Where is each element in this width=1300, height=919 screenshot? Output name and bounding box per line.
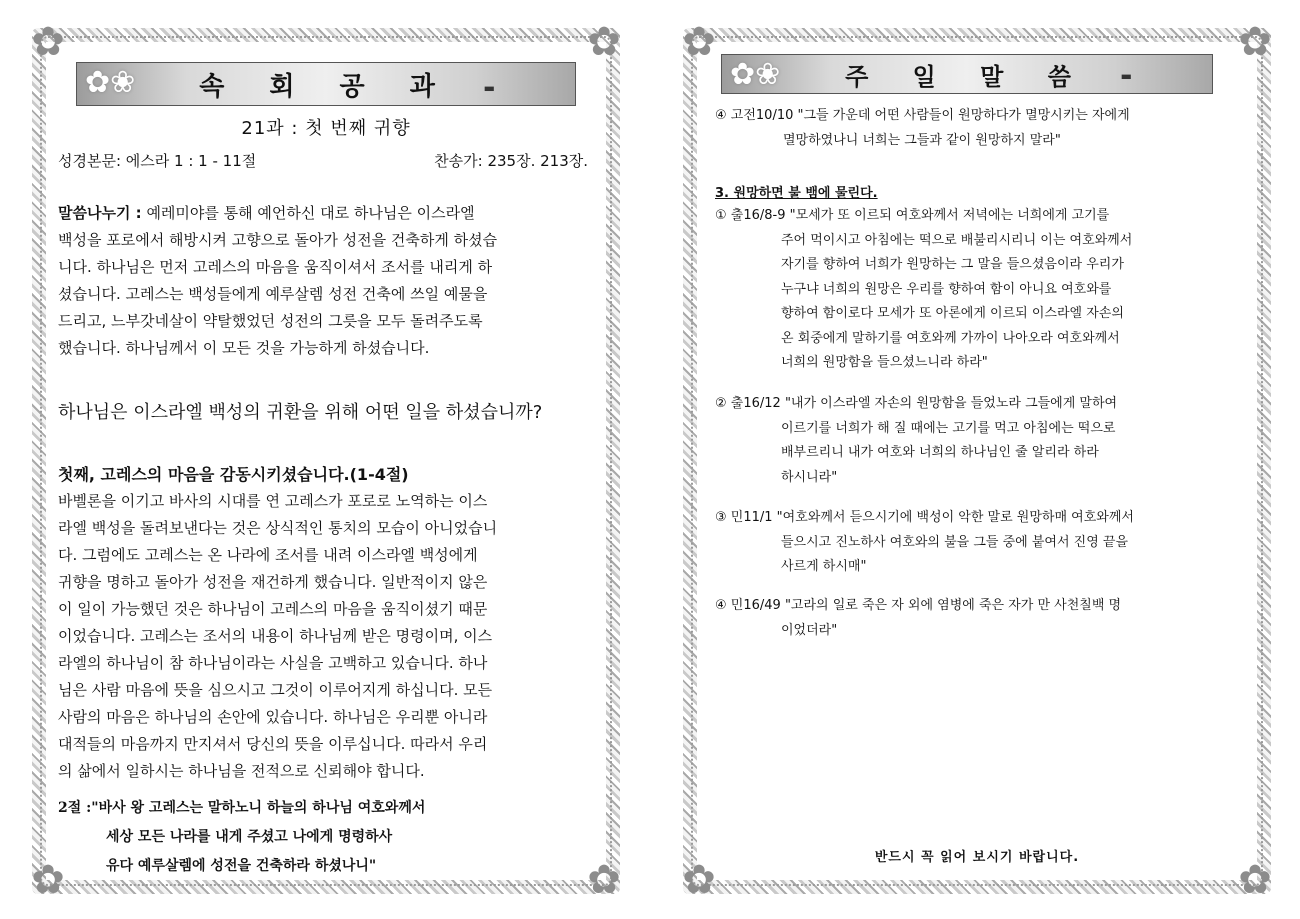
sharing-line: 셨습니다. 고레스는 백성들에게 예루살렘 성전 건축에 쓰일 예물을 — [58, 285, 488, 303]
daisy-icon: ✿❀ — [730, 57, 781, 92]
section-title: 주 일 말 씀 — [845, 62, 1089, 91]
discussion-question: 하나님은 이스라엘 백성의 귀환을 위해 어떤 일을 하셨습니까? — [58, 402, 543, 423]
body-line: 의 삶에서 일하시는 하나님을 전적으로 신뢰해야 합니다. — [58, 762, 425, 780]
flower-corner-icon: ✿ — [31, 857, 65, 903]
flower-corner-icon: ✿ — [1238, 857, 1272, 903]
sharing-line: 드리고, 느부갓네살이 약탈했었던 성전의 그릇을 모두 돌려주도록 — [58, 312, 483, 330]
sharing-line: 백성을 포로에서 해방시켜 고향으로 돌아가 성전을 건축하게 하셨습 — [58, 231, 498, 249]
body-line: 바벨론을 이기고 바사의 시대를 연 고레스가 포로로 노역하는 이스 — [58, 492, 488, 510]
body-line: 이 일이 가능했던 것은 하나님이 고레스의 마음을 움직이셨기 때문 — [58, 600, 488, 618]
verse-line: 유다 예루살렘에 성전을 건축하라 하셨나니" — [106, 858, 377, 874]
body-line: 이었습니다. 고레스는 조서의 내용이 하나님께 받은 명령이며, 이스 — [58, 627, 493, 645]
scripture-item: ③ 민11/1 "여호와께서 듣으시기에 백성이 악한 말로 원망하매 여호와께서 들으시고 진노하사 여호와의 불을 그들 중에 붙여서 진영 끝을 사르게 하시매" — [715, 510, 1134, 574]
section-title: 속 회 공 과 — [199, 71, 453, 102]
flower-corner-icon: ✿ — [682, 857, 716, 903]
body-line: 라엘 백성을 돌려보낸다는 것은 상식적인 통치의 모습이 아니었습니 — [58, 519, 498, 537]
flower-corner-icon: ✿ — [587, 19, 621, 65]
section-title-bar — [721, 54, 1213, 94]
sharing-label: 말씀나누기 : — [58, 204, 142, 222]
point-heading: 첫째, 고레스의 마음을 감동시키셨습니다.(1-4절) — [58, 465, 409, 484]
scripture-reference: 성경본문: 에스라 1 : 1 - 11절 — [58, 152, 257, 170]
lesson-title: 21과 : 첫 번째 귀향 — [241, 118, 411, 139]
daisy-icon: ✿❀ — [85, 65, 136, 100]
verse-quote — [58, 794, 425, 881]
hymn-numbers: 찬송가: 235장. 213장. — [434, 152, 588, 170]
scripture-line — [58, 150, 588, 171]
sharing-line: 말씀나누기 : 예레미야를 통해 예언하신 대로 하나님은 이스라엘 — [58, 204, 475, 222]
sharing-paragraph — [58, 200, 590, 362]
flower-corner-icon: ✿ — [1238, 19, 1272, 65]
body-line: 라엘의 하나님이 참 하나님이라는 사실을 고백하고 있습니다. 하나 — [58, 654, 488, 672]
scripture-item: ④ 고전10/10 "그들 가운데 어떤 사람들이 원망하다가 멸망시키는 자에게 멸망하였나니 너희는 그들과 같이 원망하지 말라" — [715, 108, 1130, 148]
body-paragraph — [58, 488, 590, 785]
decorative-dash: ▬ — [1120, 69, 1132, 83]
footer-note: 반드시 꼭 읽어 보시기 바랍니다. — [874, 850, 1080, 865]
flower-corner-icon: ✿ — [587, 857, 621, 903]
body-line: 귀향을 명하고 돌아가 성전을 재건하게 했습니다. 일반적이지 않은 — [58, 573, 488, 591]
section-heading: 3. 원망하면 불 뱀에 물린다. — [715, 186, 878, 201]
flower-corner-icon: ✿ — [31, 19, 65, 65]
section-title-bar — [76, 62, 576, 106]
scripture-item: ② 출16/12 "내가 이스라엘 자손의 원망함을 들었노라 그들에게 말하여 이르기를 너희가 해 질 때에는 고기를 먹고 아침에는 떡으로 배부르리니 내가 여호와 너희의 하나님인 줄 알리라 하라 하시니라" — [715, 396, 1118, 485]
right-page — [682, 19, 1272, 903]
scripture-item: ① 출16/8-9 "모세가 또 이르되 여호와께서 저녁에는 너희에게 고기를 주어 먹이시고 아침에는 떡으로 배불리시리니 이는 여호와께서 자기를 향하여 너희가 원망하는 그 말을 들으셨음이라 우리가 누구냐 너희의 원망은 우리를 향하여 함이 아니요 여호와를 향하여 함이로다 모세가 또 아론에게 이르되 이스라엘 자손의 온 회중에게 말하기를 여호와께 가까이 나아오라 여호와께서 너희의 원망함을 들으셨느니라 하라" — [715, 208, 1133, 370]
body-line: 대적들의 마음까지 만지셔서 당신의 뜻을 이루십니다. 따라서 우리 — [58, 735, 488, 753]
scripture-item: ④ 민16/49 "고라의 일로 죽은 자 외에 염병에 죽은 자가 만 사천칠백 명 이었더라" — [715, 598, 1122, 638]
decorative-dash: ▬ — [483, 81, 495, 95]
body-line: 다. 그럼에도 고레스는 온 나라에 조서를 내려 이스라엘 백성에게 — [58, 546, 478, 564]
left-page — [31, 19, 621, 903]
body-line: 님은 사람 마음에 뜻을 심으시고 그것이 이루어지게 하십니다. 모든 — [58, 681, 493, 699]
body-line: 사람의 마음은 하나님의 손안에 있습니다. 하나님은 우리뿐 아니라 — [58, 708, 488, 726]
flower-corner-icon: ✿ — [682, 19, 716, 65]
sharing-line: 했습니다. 하나님께서 이 모든 것을 가능하게 하셨습니다. — [58, 339, 430, 357]
verse-line: 2절 :"바사 왕 고레스는 말하노니 하늘의 하나님 여호와께서 — [58, 800, 426, 816]
verse-line: 세상 모든 나라를 내게 주셨고 나에게 명령하사 — [106, 829, 393, 845]
sharing-line: 니다. 하나님은 먼저 고레스의 마음을 움직이셔서 조서를 내리게 하 — [58, 258, 493, 276]
